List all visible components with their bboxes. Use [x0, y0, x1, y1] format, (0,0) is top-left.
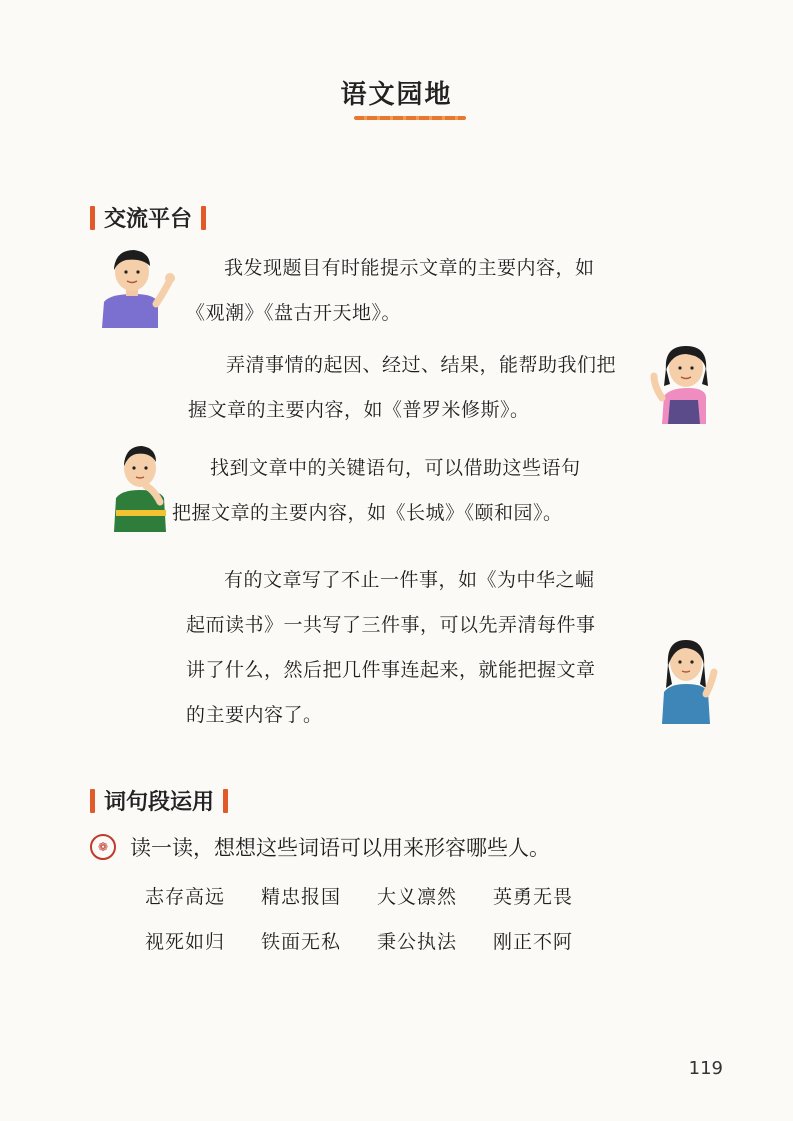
word-item: 英勇无畏 — [493, 886, 574, 908]
section-heading-practice — [90, 785, 228, 816]
word-item: 精忠报国 — [261, 886, 342, 908]
section-heading-exchange — [90, 202, 206, 233]
exchange-paragraph-1 — [186, 246, 595, 336]
word-item: 刚正不阿 — [493, 931, 574, 953]
section-heading-text: 交流平台 — [104, 207, 193, 232]
heading-bar-right — [201, 206, 206, 230]
word-item: 铁面无私 — [261, 931, 342, 953]
exchange-paragraph-4 — [186, 558, 596, 738]
heading-bar-right — [223, 789, 228, 813]
read-icon: ❁ — [90, 834, 116, 860]
girl-pink-overalls-icon — [648, 338, 714, 424]
paragraph-line: 有的文章写了不止一件事，如《为中华之崛 — [224, 569, 595, 591]
paragraph-line: 弄清事情的起因、经过、结果，能帮助我们把 — [226, 354, 617, 376]
word-item: 志存高远 — [145, 886, 226, 908]
exchange-paragraph-3 — [172, 446, 581, 536]
page-number: 119 — [688, 1058, 723, 1079]
heading-bar-left — [90, 206, 95, 230]
paragraph-line: 找到文章中的关键语句，可以借助这些语句 — [210, 457, 581, 479]
exchange-paragraph-2 — [188, 343, 616, 433]
word-grid — [145, 882, 609, 954]
paragraph-line: 讲了什么，然后把几件事连起来，就能把握文章 — [186, 659, 596, 681]
page-title: 语文园地 — [340, 80, 453, 110]
word-item: 秉公执法 — [377, 931, 458, 953]
girl-blue-shirt-icon — [656, 632, 720, 724]
paragraph-line: 握文章的主要内容，如《普罗米修斯》。 — [188, 399, 530, 421]
paragraph-line: 起而读书》一共写了三件事，可以先弄清每件事 — [186, 614, 596, 636]
title-underline — [354, 116, 466, 120]
boy-purple-shirt-icon — [96, 244, 176, 328]
word-item: 大义凛然 — [377, 886, 458, 908]
instruction-row — [90, 832, 550, 862]
paragraph-line: 把握文章的主要内容，如《长城》《颐和园》。 — [172, 502, 563, 524]
section-heading-text: 词句段运用 — [104, 790, 215, 815]
paragraph-line: 的主要内容了。 — [186, 704, 323, 726]
word-item: 视死如归 — [145, 931, 226, 953]
paragraph-line: 我发现题目有时能提示文章的主要内容，如 — [224, 257, 595, 279]
instruction-text: 读一读，想想这些词语可以用来形容哪些人。 — [130, 836, 550, 860]
paragraph-line: 《观潮》《盘古开天地》。 — [186, 302, 402, 324]
boy-green-shirt-thinking-icon — [110, 440, 172, 532]
heading-bar-left — [90, 789, 95, 813]
